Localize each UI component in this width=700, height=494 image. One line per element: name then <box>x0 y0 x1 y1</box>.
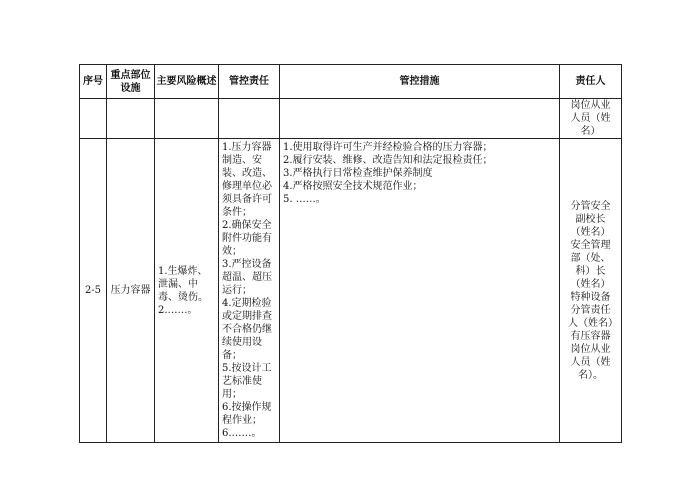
list-item: 5. ……。 <box>283 194 326 205</box>
header-no: 序号 <box>80 65 107 99</box>
list-item: 2.确保安全附件功能有效； <box>222 220 272 257</box>
cell-person <box>560 99 622 139</box>
cell-empty <box>219 99 280 139</box>
header-control-resp: 管控责任 <box>219 65 280 99</box>
cell-empty <box>80 99 107 139</box>
risk-list <box>155 263 218 319</box>
cell-person <box>560 139 622 443</box>
list-item: 6.按操作规程作业； <box>222 402 272 426</box>
list-item: 6.……。 <box>222 428 262 439</box>
header-facility: 重点部位设施 <box>107 65 155 99</box>
person-text: 分管安全副校长（姓名）安全管理部（处、科）长（姓名）特种设备分管责任人（姓名）有压容器岗位从业人员（姓名）。 <box>568 200 613 381</box>
list-item: 2.……。 <box>158 304 198 316</box>
table-row <box>80 139 622 443</box>
list-item: 5.按设计工艺标准使用； <box>222 363 272 400</box>
list-item: 4.定期检验或定期排查不合格仍继续使用设备； <box>222 298 272 361</box>
list-item: 1.压力容器制造、安装、改造、修理单位必须具备许可条件； <box>222 142 272 218</box>
person-text: 岗位从业人员（姓名） <box>570 100 611 137</box>
table-row <box>80 99 622 139</box>
list-item: 1.生爆炸、泄漏、中毒、烫伤。 <box>158 265 208 303</box>
control-resp-list <box>219 139 279 442</box>
header-measures: 管控措施 <box>280 65 560 99</box>
measures-list <box>280 139 559 208</box>
header-risk: 主要风险概述 <box>155 65 219 99</box>
cell-measures <box>280 139 560 443</box>
list-item: 4.严格按照安全技术规范作业； <box>283 181 423 192</box>
list-item: 3.严格执行日常检查维护保养制度 <box>283 168 433 179</box>
cell-empty <box>107 99 155 139</box>
header-person: 责任人 <box>560 65 622 99</box>
list-item: 2.履行安装、维修、改造告知和法定报检责任； <box>283 155 493 166</box>
cell-no: 2-5 <box>80 139 107 443</box>
cell-risk <box>155 139 219 443</box>
cell-empty <box>155 99 219 139</box>
list-item: 3.严控设备超温、超压运行； <box>222 259 272 296</box>
header-row <box>80 65 622 99</box>
list-item: 1.使用取得许可生产并经检验合格的压力容器； <box>283 142 493 153</box>
cell-control-resp <box>219 139 280 443</box>
cell-facility: 压力容器 <box>107 139 155 443</box>
cell-empty <box>280 99 560 139</box>
risk-control-table <box>79 64 622 443</box>
